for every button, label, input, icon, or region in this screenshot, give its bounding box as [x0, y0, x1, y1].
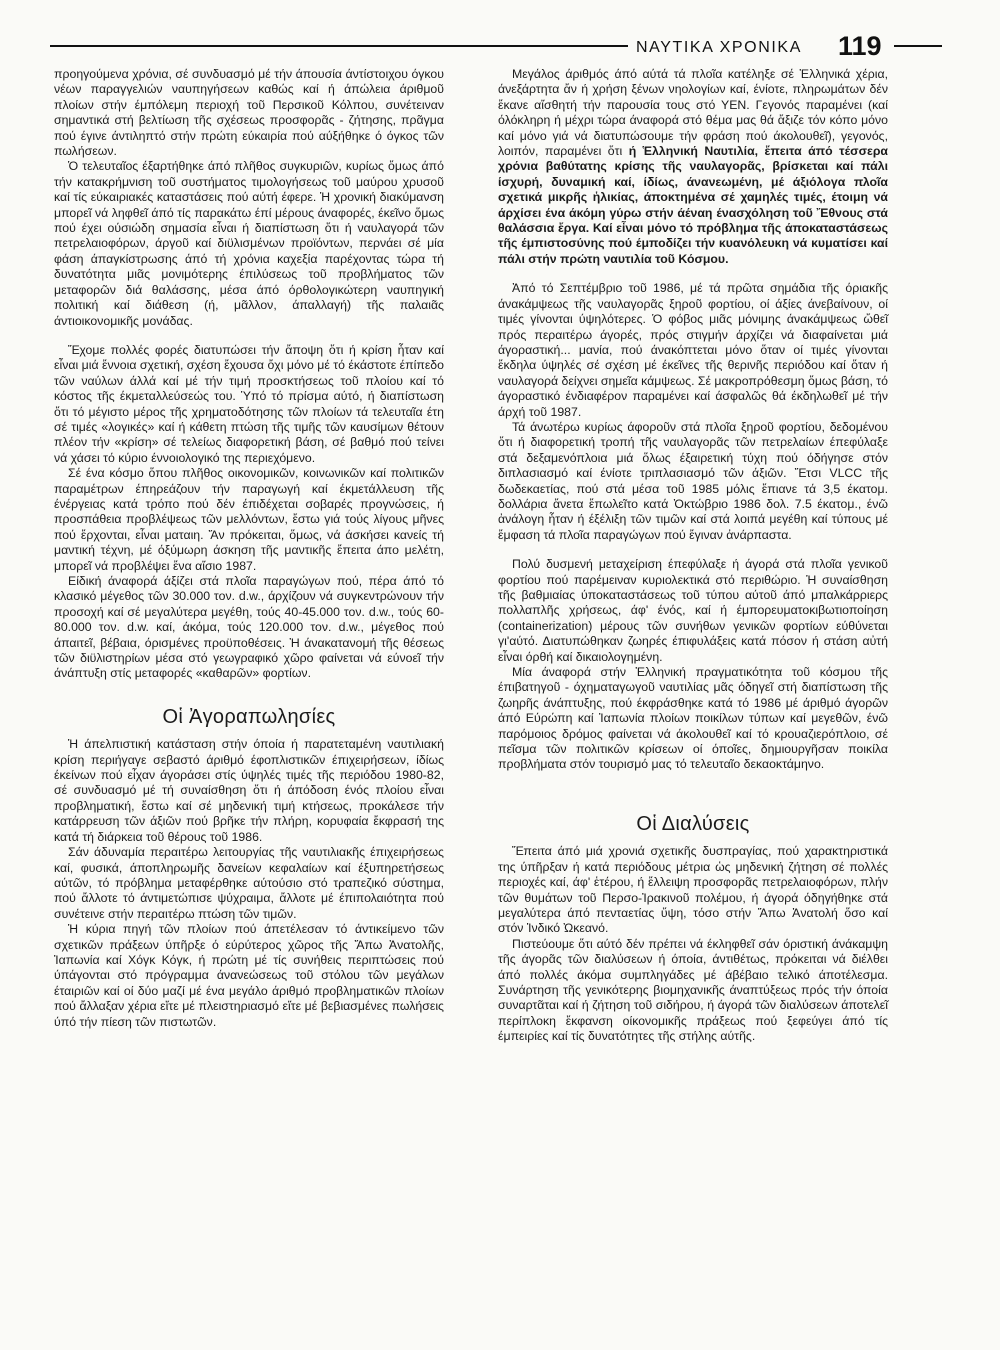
paragraph: Μία άναφορά στήν Ἑλληνική πραγματικότητα τοῦ κόσμου τῆς έπιβατηγοῦ - όχηματαγωγοῦ ναυτιλίας μᾶς όδηγεῖ στή διαπίστωση τῆς ζωηρῆς άνάπτυξης, πού έκφράσθηκε κατά τό 1986 μέ άριθμό άγορῶν άπό Εύρώπη καί Ἰαπωνία πλοίων ποικίλων τύπων καί μεγεθῶν, ένῶ παρόμοιος δρόμος φαίνεται νά άκολουθεῖ καί τό κρουαζιερόπλοιο, σέ πεῖσμα τῶν πολιτικῶν κρίσεων οί όποῖες, δημιουργῆσαν ποικίλα προβλήματα στόν τουρισμό μας τό τελευταῖο δεκαοκτάμηνο.	[498, 665, 888, 772]
paragraph: Σέ ένα κόσμο ὅπου πλῆθος οικονομικῶν, κοινωνικῶν καί πολιτικῶν παραμέτρων έπηρεάζουν τήν παραγωγή καί έκμετάλλευση τῆς ένέργειας κατά τρόπο πού δέν έπιδέχεται σοβαρές προγνώσεις, ή προσπάθεια προβλέψεως τῶν μελλόντων, ἔστω γιά τούς λίγους μῆνες πού ἔρχονται, εἶναι ματαιη. Ἄν πρόκειται, ὅμως, νά άσκήσει κανείς τή μαντική τέχνη, μέ όξύμωρη άσκηση τῆς μαντικῆς ἔπειτα άπο μελέτη, μπορεῖ νά προβλέψει ἔνα αἴσιο 1987.	[54, 466, 444, 573]
page-number: 119	[838, 31, 882, 61]
paragraph: Ἡ κύρια πηγή τῶν πλοίων πού άπετέλεσαν τό άντικείμενο τῶν σχετικῶν πράξεων ύπῆρξε ό εύρύτερος χῶρος τῆς Ἄπω Ἀνατολῆς, Ἰαπωνία καί Χόγκ Κόγκ, ή πρώτη μέ τίς συνήθεις περιπτώσεις πού ύπάγονται στό πρόγραμμα άνανεώσεως τοῦ στόλου τῶν μεγάλων έταιριῶν καί οί δύο μαζί μέ ένα μεγάλο άριθμό προβληματικῶν πλοίων πού ἄλλαξαν χέρια εἴτε μέ πλειστηριασμό εἴτε μέ βεβιασμένες πωλήσεις ύπό τήν πίεση τῶν πιστωτῶν.	[54, 922, 444, 1029]
paragraph: Ἡ άπελπιστική κατάσταση στήν όποία ή παρατεταμένη ναυτιλιακή κρίση περιήγαγε σεβαστό άριθμό έφοπλιστικῶν έπιχειρήσεων, ίδίως έκείνων πού εἶχαν άγοράσει στίς ύψηλές τιμές τῆς περιόδου 1980-82, σέ συνδυασμό μέ τή συναίσθηση ὅτι ή άπόδοση ένός πλοίου εἶναι προβληματική, ἔστω καί σέ μηδενική τιμή κτήσεως, προκάλεσε τήν κατάρρευση τῶν άξιῶν πού βρῆκε τήν πλήρη, κορυφαία ἔκφρασή της κατά τή διάρκεια τοῦ θέρους τοῦ 1986.	[54, 737, 444, 844]
right-column	[498, 67, 888, 1045]
header-rule-right	[894, 45, 942, 47]
left-column	[54, 67, 444, 1030]
header-rule-left	[50, 45, 628, 47]
paragraph: Ὁ τελευταῖος έξαρτήθηκε άπό πλῆθος συγκυριῶν, κυρίως ὅμως άπό τήν κατακρήμνιση τοῦ συστήματος τιμολογήσεως τοῦ μαύρου χρυσοῦ καί τίς εύκαιριακές καταστάσεις πού αύτή έφερε. Ἡ χρονική διακύμανση μπορεῖ νά ληφθεῖ άπό τίς παρακάτω έπί μέρους άναφορές, έκεῖνο ὅμως πού έχει ούσιώδη σημασία εἶναι ή διαπίστωση ὅτι ή ναυλαγορά τῶν πετρελαιοφόρων, άργοῦ καί διϋλισμένων προϊόντων, περνάει σέ μία φάση άπαγκίστρωσης άπό τή χρόνια καχεξία παρέχοντας τώρα τή δυνατότητα μιᾶς μονιμότερης έπιλύσεως τοῦ προβλήματος τῶν μεταφορῶν διά θαλάσσης, μέσα άπό όρθολογικώτερη ναυπηγική πολιτική καί διάθεση (ή, μᾶλλον, άπαλλαγή) τῆς παλαιᾶς άντιοικονομικῆς μονάδας.	[54, 159, 444, 328]
magazine-title: ΝΑΥΤΙΚΑ ΧΡΟΝΙΚΑ	[636, 39, 802, 56]
paragraph: Είδική άναφορά άξίζει στά πλοῖα παραγώγων πού, πέρα άπό τό κλασικό μέγεθος τῶν 30.000 τον. d.w., άρχίζουν νά συγκεντρώνουν τήν προσοχή καί σέ μεγαλύτερα μεγέθη, τούς 40-45.000 τον. d.w., τούς 60-80.000 τον. d.w. καί, άκόμα, τούς 120.000 τον. d.w., μέγεθος πού άπαιτεῖ, βέβαια, όρισμένες προϋποθέσεις. Ἡ άνακατανομή τῆς θέσεως τῶν διϋλιστηρίων μέσα στό γεωγραφικό χῶρο φαίνεται νά εύνοεῖ τήν άνάπτυξη στίς μεταφορές «καθαρῶν» φορτίων.	[54, 574, 444, 681]
paragraph: Πιστεύουμε ὅτι αύτό δέν πρέπει νά έκληφθεῖ σάν όριστική άνάκαμψη τῆς άγορᾶς τῶν διαλύσεων ή όποία, άντιθέτως, πρόκειται νά διέλθει άπό πολλές άκόμα συμπληγάδες μέ άβέβαιο τελικό άποτέλεσμα. Συνάρτηση τῆς γενικότερης βιομηχανικῆς άναπτύξεως πρός τήν όποία συναρτᾶται καί ή ζήτηση τοῦ σιδήρου, ή άγορά τῶν διαλύσεων άποτελεῖ περίπλοκη ἔκφανση οίκονομικῆς πράξεως πού ξεφεύγει άπό τίς έμπειρίες καί τίς δυνατότητες τῆς στήλης αύτῆς.	[498, 936, 888, 1044]
paragraph: Ἀπό τό Σεπτέμβριο τοῦ 1986, μέ τά πρῶτα σημάδια τῆς όριακῆς άνακάμψεως τῆς ναυλαγορᾶς ξηροῦ φορτίου, οί άξίες άνεβαίνουν, οί τιμές γίνονται ύψηλότερες. Ὁ φόβος μιᾶς μόνιμης άνακάμψεως ὤθεῖ πρός περαιτέρω άγορές, πρός στιγμήν άρχίζει νά διαφαίνεται μιά άγοραστική... μανία, πού άνακόπτεται μόνο ὅταν οί τιμές γίνονται ἔκδηλα ύψηλές σέ σχέση μέ έκεῖνες τῆς θερινῆς περιόδου καί ὅταν ή ναυλαγορά δείχνει σημεῖα κάμψεως. Σέ μακροπρόθεσμη ὅμως βάση, τό άγοραστικό ένδιαφέρον παραμένει καί άσφαλῶς θά έκδηλωθεῖ μέ τήν άρχή τοῦ 1987.	[498, 281, 888, 419]
paragraph	[498, 67, 888, 267]
paragraph: Ἔχομε πολλές φορές διατυπώσει τήν ἄποψη ὅτι ή κρίση ἦταν καί εἶναι μιά ἔννοια σχετική, σχέση ἔχουσα ὄχι μόνο μέ τό έκάστοτε έπίπεδο τῶν ναύλων άλλά καί μέ τήν τιμή προσκτήσεως τοῦ πλοίου καί τό κόστος τῆς έκμεταλλεύσεώς του. Ὑπό τό πρίσμα αύτό, ή διαπίστωση ὅτι τό μέγιστο μέρος τῆς χρηματοδότησης τῶν πλοίων τά τελευταῖα έτη σέ τιμές «λογικές» καί ή κάθετη πτώση τῆς τιμῆς τῶν καυσίμων θέτουν πλέον τήν «κρίση» σέ τελείως διαφορετική βάση, σέ βαθμό πού τείνει νά χάσει τό κύριο έννοιολογικό της περιεχόμενο.	[54, 342, 444, 465]
paragraph-lead: Μεγάλος άριθμός άπό αύτά τά πλοῖα κατέληξε σέ Ἑλληνικά χέρια, άνεξάρτητα ἄν ή χρήση ξένων νηολογίων καί, ένίοτε, πληρωμάτων δέν ἔκανε αἴσθητή τήν παρουσία τους στό ΥΕΝ. Γεγονός παραμένει (καί όλόκληρη ή μέχρι τώρα άναφορά στό θέμα μας θά ἄξιζε τόν κόπο μόνο καί μόνο γιά νά διατυπώσουμε τήν φράση πού άκολουθεῖ), γεγονός, λοιπόν, παραμένει ὅτι	[498, 67, 888, 159]
page-header	[50, 31, 942, 64]
paragraph: Ἔπειτα άπό μιά χρονιά σχετικῆς δυσπραγίας, πού χαρακτηριστικά της ύπῆρξαν ή κατά περιόδους μέτρια ὡς μηδενική ζήτηση σέ πολλές περιοχές καί, άφ' ἑτέρου, ή ἔλλειψη προσφορᾶς πετρελαιοφόρων, πλήν τῶν θυμάτων τοῦ Περσο-Ἰρακινοῦ πολέμου, ή άγορά όδηγήθηκε στά μεγαλύτερα άπό πενταετίας ὕψη, τόσο στήν Ἄπω Ἀνατολή ὅσο καί στόν Ἰνδικό Ὠκεανό.	[498, 844, 888, 936]
paragraph: Πολύ δυσμενή μεταχείριση έπεφύλαξε ή άγορά στά πλοῖα γενικοῦ φορτίου πού παρέμειναν κυριολεκτικά στό περιθώριο. Ἡ συναίσθηση τῆς βαθμιαίας ύποκαταστάσεως τοῦ τύπου αύτοῦ άπό μπαλκάρριερς πολλαπλῆς χρήσεως, άφ' ένός, καί ή έμπορευματοκιβωτιοποίηση (containerization) μέρους τῶν συνήθων γενικῶν φορτίων εύθύνεται γι'αύτό. Διατυπώθηκαν ζωηρές έπιφυλάξεις κατά πόσον ή στάση αὐτή εἶναι όρθή καί δικαιολογημένη.	[498, 557, 888, 664]
paragraph-bold-emphasis: ή Ἑλληνική Ναυτιλία, ἔπειτα άπό τέσσερα χρόνια βαθύτατης κρίσης τῆς ναυλαγορᾶς, βρίσκεται καί πάλι ίσχυρή, δυναμική καί, ίδίως, άνανεωμένη, μέ άξιόλογα πλοῖα σχετικά μικρῆς ἡλικίας, άποκτημένα σέ χαμηλές τιμές, έτοιμη νά άρχίσει ένα άκόμη γύρω στήν άέναη ένασχόληση τοῦ Ἔθνους στά θαλάσσια ἔργα. Καί εἶναι μόνο τό πρόβλημα τῆς άποκαταστάσεως τῆς έμπιστοσύνης πού έμποδίζει τήν κυανόλευκη νά κυματίσει καί πάλι στήν πρώτη ναυτιλία τοῦ Κόσμου.	[498, 144, 888, 266]
section-heading-sales: Οἱ Ἀγοραπωλησίες	[162, 705, 336, 728]
paragraph: προηγούμενα χρόνια, σέ συνδυασμό μέ τήν άπουσία άντίστοιχου όγκου νέων παραγγελιών ναυπηγήσεων καθώς καί ή άπώλεια άριθμοῦ πλοίων στήν έμπόλεμη περιοχή τοῦ Περσικοῦ Κόλπου, συνέτειναν σημαντικά στή βελτίωση τῆς σχέσεως προσφορᾶς - ζήτησης, πρᾶγμα πού έγινε άντιληπτό στήν πρώτη εύκαιρία πού αύξήθηκε ό όγκος τῶν πωλήσεων.	[54, 67, 444, 159]
paragraph: Τά άνωτέρω κυρίως άφοροῦν στά πλοῖα ξηροῦ φορτίου, δεδομένου ὅτι ή διαφορετική τροπή τῆς ναυλαγορᾶς τῶν πετρελαίων έπεφύλαξε στά δεξαμενόπλοια μιά ὅλως έξαιρετική τύχη πού όδήγησε στόν διπλασιασμό καί ένίοτε τριπλασιασμό τῶν άξιῶν. Ἔτσι VLCC τῆς δωδεκαετίας, πού στά μέσα τοῦ 1985 μόλις ἔπιανε τά 3,5 έκατομ. δολλάρια ἄνετα ἔπωλεῖτο κατά Ὀκτώβριο 1986 δολ. 7.5 έκατομ., ένῶ ἀνάλογη ἦταν ή έξέλιξη τῶν τιμῶν καί στά λοιπά μεγέθη καί τύπους μέ ἔμφαση τά πλοῖα παραγώγων πού ἔγιναν ἀνάρπαστα.	[498, 419, 888, 542]
section-heading-demolitions: Οἱ Διαλύσεις	[636, 812, 750, 835]
paragraph: Σάν άδυναμία περαιτέρω λειτουργίας τῆς ναυτιλιακῆς έπιχειρήσεως καί, φυσικά, άποπληρωμῆς δανείων κεφαλαίων καί έξυπηρετήσεως αύτῶν, τό πρόβλημα μεταφέρθηκε αύτούσιο στό τραπεζικό σύστημα, πού ἄλλοτε τό άντιμετώπισε ψύχραιμα, ἄλλοτε μέ έπιπολαιότητα πού συνέτεινε στήν περαιτέρω πτώση τῶν τιμῶν.	[54, 845, 444, 921]
